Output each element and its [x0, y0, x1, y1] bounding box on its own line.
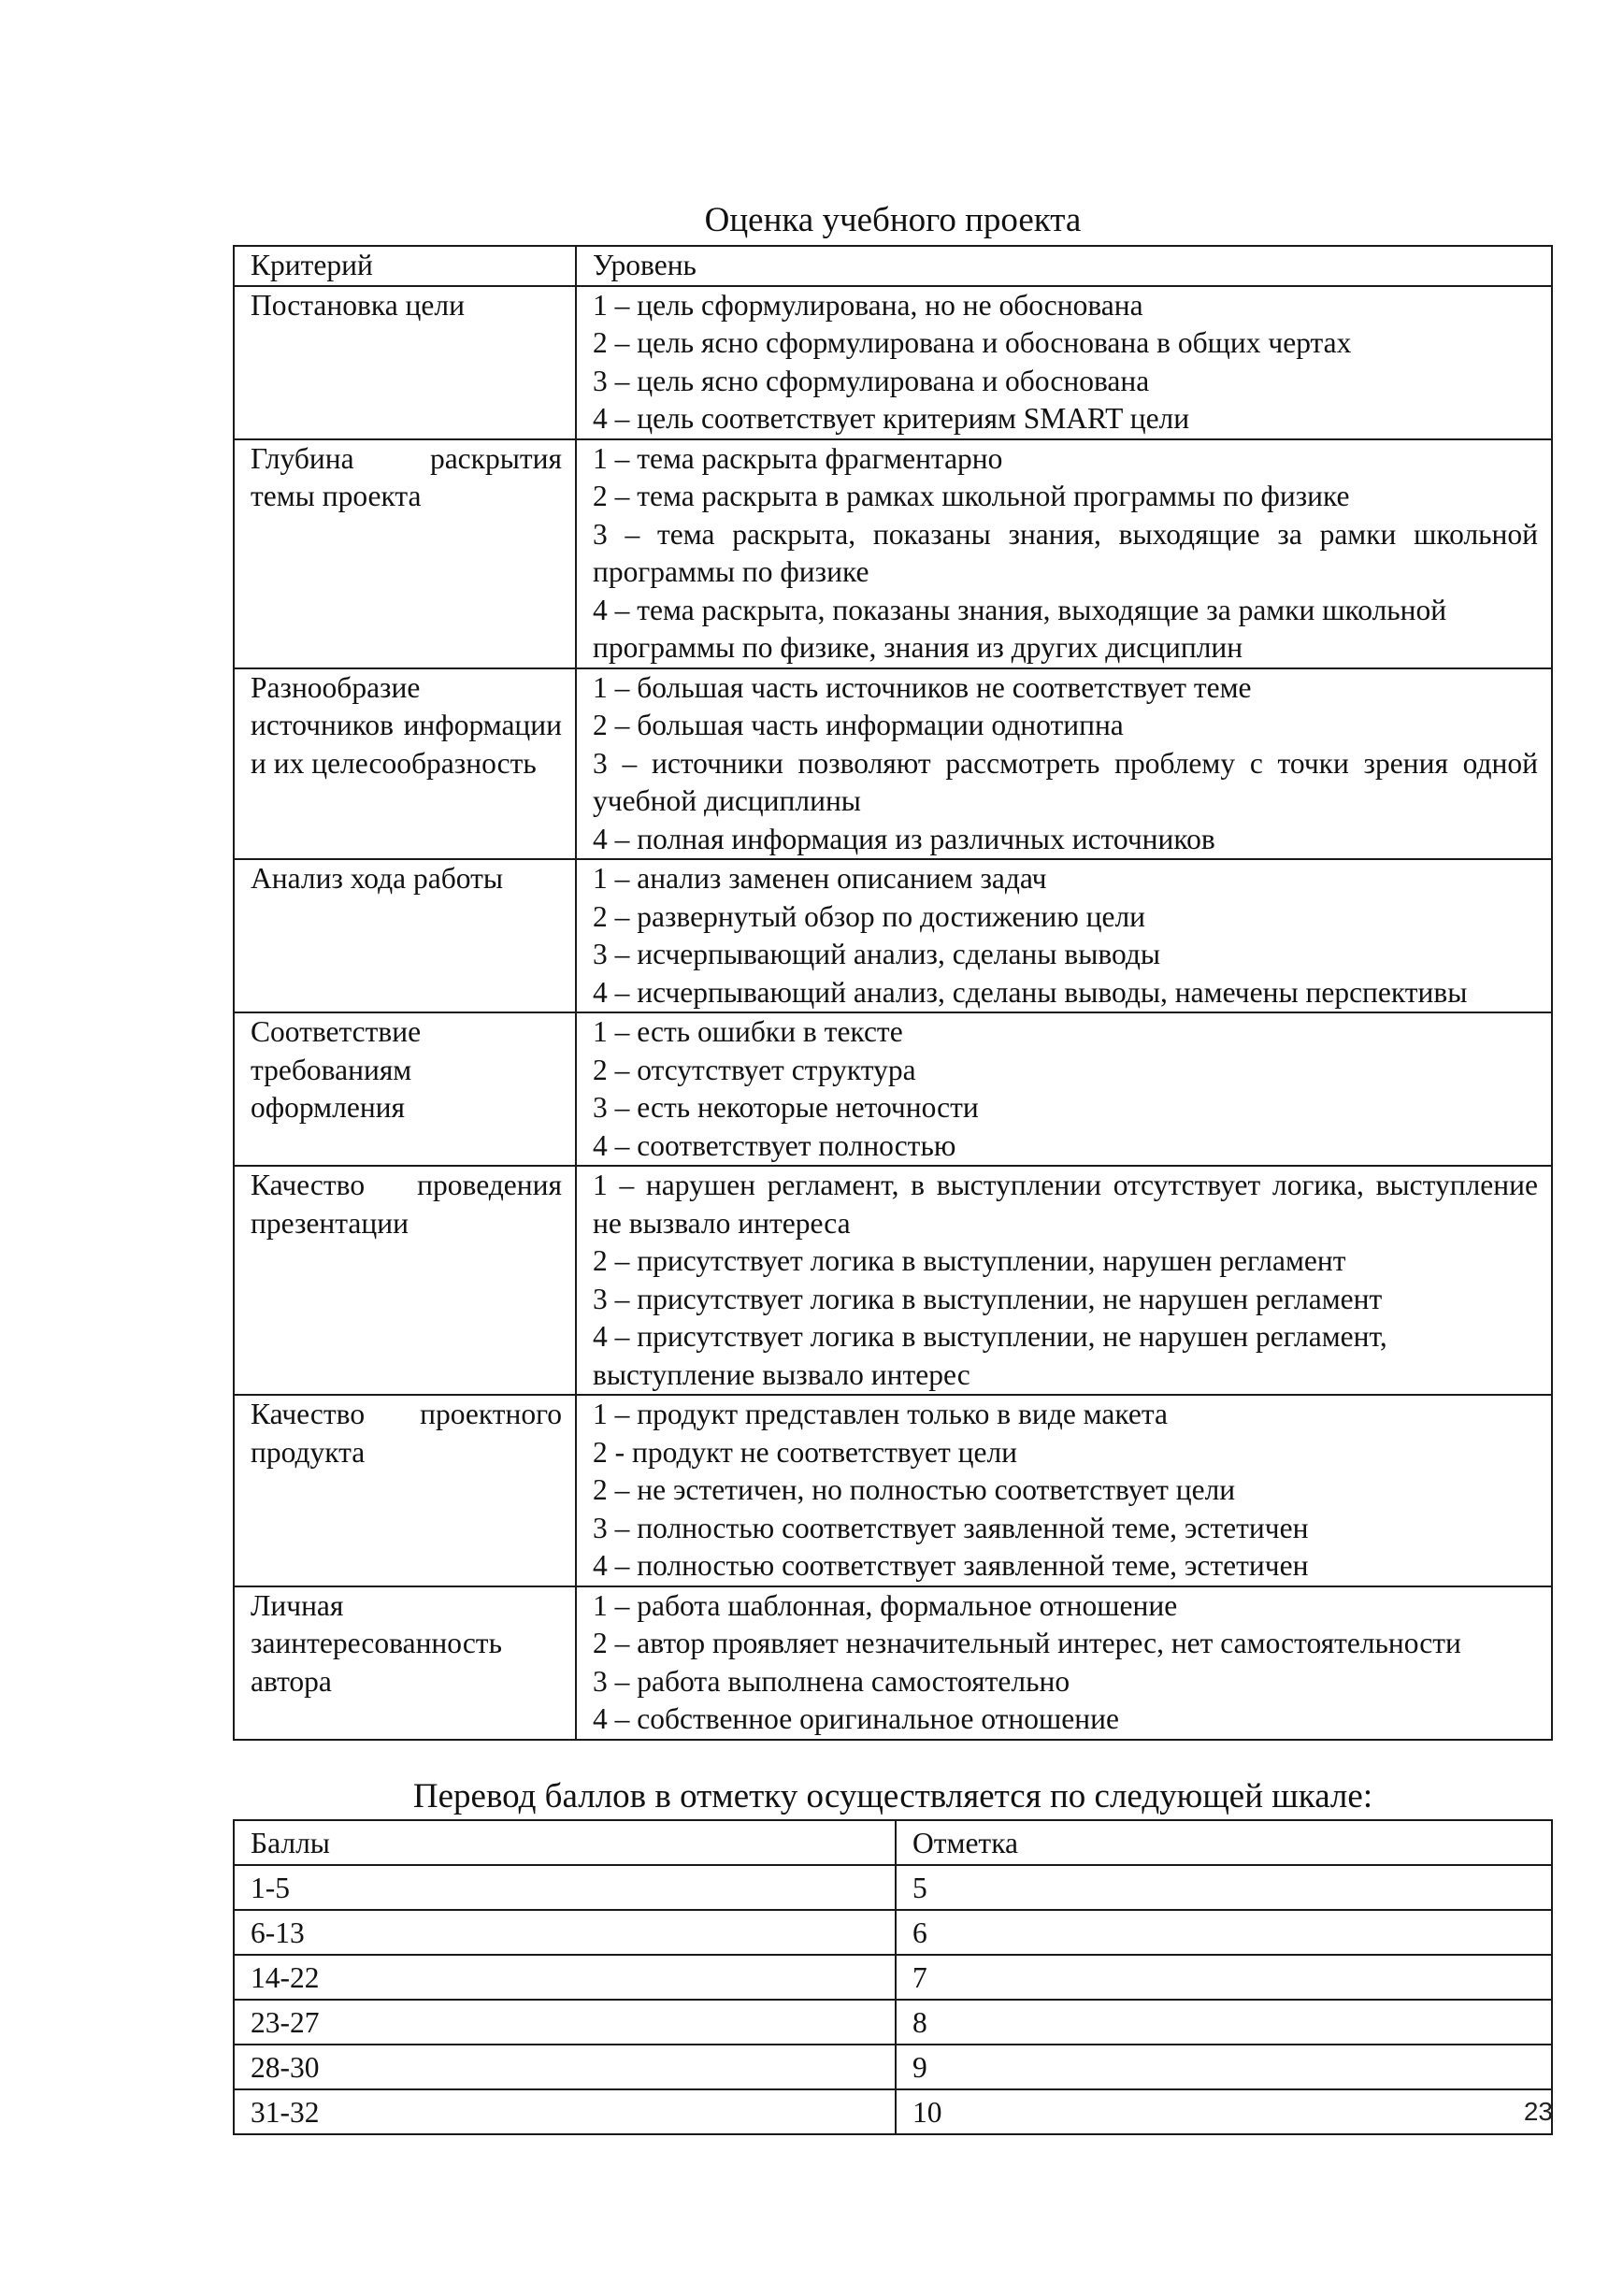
level-description: 4 – присутствует логика в выступлении, не нарушен регламент, выступление вызвало интерес	[593, 1320, 1387, 1391]
points-cell: 23-27	[234, 2000, 896, 2045]
criterion-label: Постановка цели	[251, 288, 465, 322]
level-description: 3 – полностью соответствует заявленной теме, эстетичен	[593, 1511, 1309, 1544]
criterion-cell	[234, 1395, 576, 1586]
scale-title: Перевод баллов в отметку осуществляется по следующей шкале:	[412, 1777, 1373, 1815]
criteria-row	[234, 668, 1552, 860]
scale-row	[234, 1910, 1552, 1955]
page-title: Оценка учебного проекта	[704, 201, 1082, 239]
criteria-row	[234, 286, 1552, 439]
levels-cell	[576, 1166, 1552, 1395]
criterion-label: Глубина раскрытия темы проекта	[251, 441, 562, 512]
criterion-cell	[234, 1166, 576, 1395]
level-description: 2 – тема раскрыта в рамках школьной программы по физике	[593, 480, 1350, 512]
criteria-header-level: Уровень	[576, 246, 1552, 286]
level-description: 4 – собственное оригинальное отношение	[593, 1702, 1119, 1735]
level-description: 1 – большая часть источников не соответствует теме	[593, 670, 1252, 704]
criterion-label: Разнообразие источников информации и их целесообразность	[251, 670, 562, 780]
level-description: 1 – нарушен регламент, в выступлении отсутствует логика, выступление не вызвало интереса	[593, 1169, 1538, 1240]
level-description: 2 – присутствует логика в выступлении, нарушен регламент	[593, 1244, 1346, 1277]
level-description: 3 – работа выполнена самостоятельно	[593, 1664, 1070, 1698]
criterion-cell	[234, 668, 576, 860]
levels-cell	[576, 1012, 1552, 1166]
criterion-label: Качество проектного продукта	[251, 1398, 562, 1469]
level-description: 4 – исчерпывающий анализ, сделаны выводы, намечены перспективы	[593, 975, 1468, 1009]
level-description: 4 – полностью соответствует заявленной теме, эстетичен	[593, 1549, 1309, 1582]
criteria-row	[234, 1586, 1552, 1740]
points-cell: 14-22	[234, 1955, 896, 2000]
levels-cell	[576, 1395, 1552, 1586]
points-cell: 28-30	[234, 2045, 896, 2089]
scale-header-row	[234, 1820, 1552, 1865]
level-description: 3 – тема раскрыта, показаны знания, выходящие за рамки школьной программы по физике	[593, 517, 1538, 588]
scale-row	[234, 2045, 1552, 2089]
level-description: 2 – не эстетичен, но полностью соответствует цели	[593, 1473, 1236, 1506]
criteria-row	[234, 1166, 1552, 1395]
criterion-cell	[234, 286, 576, 439]
criterion-cell	[234, 1012, 576, 1166]
grade-cell: 9	[896, 2045, 1552, 2089]
scale-row	[234, 2089, 1552, 2134]
level-description: 2 – большая часть информации однотипна	[593, 709, 1124, 741]
scale-row	[234, 2000, 1552, 2045]
level-description: 4 – тема раскрыта, показаны знания, выходящие за рамки школьной программы по физике, знания из других дисциплин	[593, 593, 1447, 664]
level-description: 4 – соответствует полностью	[593, 1128, 956, 1162]
criteria-row	[234, 1012, 1552, 1166]
levels-cell	[576, 286, 1552, 439]
grade-cell: 7	[896, 1955, 1552, 2000]
criterion-label: Личная заинтересованность автора	[251, 1588, 502, 1698]
level-description: 4 – цель соответствует критериям SMART цели	[593, 402, 1190, 435]
level-description: 1 – анализ заменен описанием задач	[593, 862, 1047, 895]
scale-header-grade: Отметка	[896, 1820, 1552, 1865]
criterion-cell	[234, 859, 576, 1012]
level-description: 3 – источники позволяют рассмотреть проблему с точки зрения одной учебной дисциплины	[593, 746, 1538, 817]
page-number: 23	[1523, 2097, 1553, 2126]
criteria-header-row	[234, 246, 1552, 286]
criteria-header-criterion: Критерий	[234, 246, 576, 286]
criterion-label: Соответствие требованиям оформления	[251, 1015, 422, 1124]
level-description: 2 – развернутый обзор по достижению цели	[593, 899, 1146, 933]
criteria-table-body	[234, 246, 1552, 1740]
criteria-row	[234, 859, 1552, 1012]
criteria-row	[234, 439, 1552, 668]
level-description: 1 – есть ошибки в тексте	[593, 1015, 903, 1048]
scale-table-body	[234, 1820, 1552, 2134]
scale-table	[233, 1819, 1553, 2135]
criterion-label: Анализ хода работы	[251, 862, 504, 895]
criteria-table	[233, 245, 1553, 1741]
level-description: 2 – цель ясно сформулирована и обоснована в общих чертах	[593, 326, 1352, 359]
levels-cell	[576, 439, 1552, 668]
points-cell: 6-13	[234, 1910, 896, 1955]
scale-row	[234, 1865, 1552, 1910]
grade-cell: 8	[896, 2000, 1552, 2045]
points-cell: 31-32	[234, 2089, 896, 2134]
level-description: 2 – автор проявляет незначительный интерес, нет самостоятельности	[593, 1627, 1461, 1659]
scale-header-points: Баллы	[234, 1820, 896, 1865]
levels-cell	[576, 668, 1552, 860]
level-description: 3 – исчерпывающий анализ, сделаны выводы	[593, 938, 1161, 970]
criterion-cell	[234, 1586, 576, 1740]
level-description: 4 – полная информация из различных источников	[593, 822, 1215, 855]
level-description: 1 – цель сформулирована, но не обоснована	[593, 288, 1143, 322]
level-description: 3 – присутствует логика в выступлении, не нарушен регламент	[593, 1282, 1383, 1315]
level-description: 1 – работа шаблонная, формальное отношение	[593, 1588, 1178, 1622]
level-description: 1 – продукт представлен только в виде макета	[593, 1398, 1169, 1430]
levels-cell	[576, 1586, 1552, 1740]
points-cell: 1-5	[234, 1865, 896, 1910]
level-description: 1 – тема раскрыта фрагментарно	[593, 441, 1003, 475]
level-description: 3 – есть некоторые неточности	[593, 1091, 979, 1124]
levels-cell	[576, 859, 1552, 1012]
grade-cell: 10	[896, 2089, 1552, 2134]
criterion-cell	[234, 439, 576, 668]
criterion-label: Качество проведения презентации	[251, 1169, 562, 1240]
level-description: 2 – отсутствует структура	[593, 1053, 916, 1086]
scale-row	[234, 1955, 1552, 2000]
level-description: 2 - продукт не соответствует цели	[593, 1435, 1018, 1469]
grade-cell: 6	[896, 1910, 1552, 1955]
grade-cell: 5	[896, 1865, 1552, 1910]
criteria-row	[234, 1395, 1552, 1586]
level-description: 3 – цель ясно сформулирована и обоснована	[593, 364, 1150, 397]
